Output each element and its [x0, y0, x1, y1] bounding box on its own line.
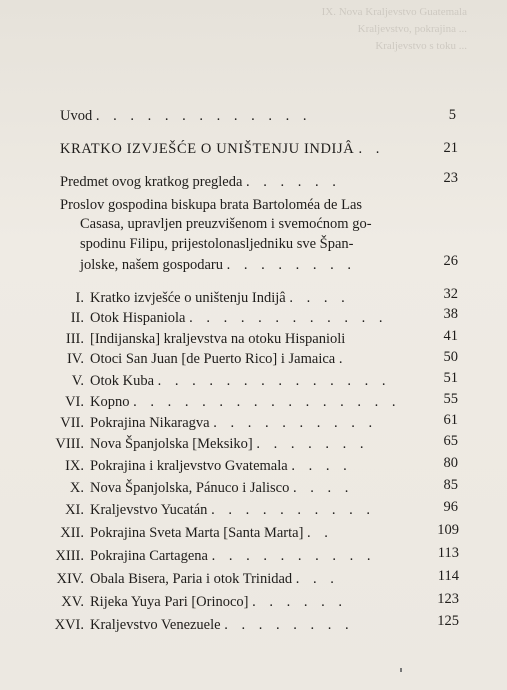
- chapter-page: 41: [443, 328, 458, 344]
- chapter-row: X. Nova Španjolska, Pánuco i Jalisco . . . .: [69, 480, 354, 496]
- ink-speck: [400, 668, 402, 672]
- chapter-page: 32: [443, 286, 458, 302]
- chapter-row: VII. Pokrajina Nikaragva . . . . . . . . . .: [60, 415, 378, 431]
- chapter-row: V. Otok Kuba . . . . . . . . . . . . . .: [71, 373, 391, 389]
- toc-entry-proslov-line2: Casasa, upravljen preuzvišenom i svemoćnom go-: [80, 216, 372, 232]
- chapter-page: 113: [437, 545, 459, 561]
- chapter-row: XI. Kraljevstvo Yucatán . . . . . . . . . .: [65, 502, 375, 518]
- toc-entry-uvod: Uvod . . . . . . . . . . . . .: [60, 108, 312, 124]
- toc-entry-proslov-line1: Proslov gospodina biskupa brata Bartoloméa de Las: [60, 197, 363, 213]
- chapter-page: 96: [443, 499, 458, 515]
- bleed-through-text: IX. Nova Kraljevstvo Guatemala Kraljevstvo, pokrajina ... Kraljevstvo s toku ...: [321, 6, 467, 52]
- chapter-page: 109: [437, 522, 459, 538]
- chapter-row: XIII. Pokrajina Cartagena . . . . . . . . . .: [55, 548, 376, 564]
- chapter-page: 55: [443, 391, 458, 407]
- toc-entry-proslov-line4: jolske, našem gospodaru . . . . . . . .: [80, 257, 356, 273]
- toc-entry-proslov-line3: spodinu Filipu, prijestolonasljedniku sve Špan-: [80, 236, 354, 252]
- chapter-page: 50: [443, 349, 458, 365]
- chapter-row: II. Otok Hispaniola . . . . . . . . . . . .: [70, 310, 388, 326]
- chapter-page: 38: [443, 306, 458, 322]
- chapter-row: IV. Otoci San Juan [de Puerto Rico] i Jamaica .: [66, 351, 348, 367]
- toc-entry-predmet: Predmet ovog kratkog pregleda . . . . . .: [60, 174, 341, 190]
- toc-entry-kratko: KRATKO IZVJEŠĆE O UNIŠTENJU INDIJÂ . .: [60, 141, 385, 157]
- toc-page-kratko: 21: [443, 140, 458, 156]
- chapter-row: XVI. Kraljevstvo Venezuele . . . . . . . .: [54, 617, 354, 633]
- chapter-row: I. Kratko izvješće o uništenju Indijâ . . . .: [75, 290, 350, 306]
- toc-page-proslov: 26: [443, 253, 458, 269]
- chapter-page: 80: [443, 455, 458, 471]
- chapter-row: XV. Rijeka Yuya Pari [Orinoco] . . . . . .: [61, 594, 348, 610]
- chapter-row: VI. Kopno . . . . . . . . . . . . . . . .: [65, 394, 401, 410]
- toc-page-predmet: 23: [443, 170, 458, 186]
- chapter-row: XII. Pokrajina Sveta Marta [Santa Marta] . .: [60, 525, 333, 541]
- chapter-page: 51: [443, 370, 458, 386]
- chapter-page: 114: [437, 568, 459, 584]
- chapter-row: III. [Indijanska] kraljevstva na otoku Hispanioli: [65, 331, 346, 347]
- chapter-row: VIII. Nova Španjolska [Meksiko] . . . . . . .: [55, 436, 369, 452]
- chapter-page: 123: [437, 591, 459, 607]
- chapter-page: 85: [443, 477, 458, 493]
- chapter-page: 65: [443, 433, 458, 449]
- chapter-row: IX. Pokrajina i kraljevstvo Gvatemala . . . .: [65, 458, 352, 474]
- toc-page-uvod: 5: [448, 107, 456, 123]
- chapter-page: 61: [443, 412, 458, 428]
- chapter-page: 125: [437, 613, 459, 629]
- chapter-row: XIV. Obala Bisera, Paria i otok Trinidad . . .: [56, 571, 339, 587]
